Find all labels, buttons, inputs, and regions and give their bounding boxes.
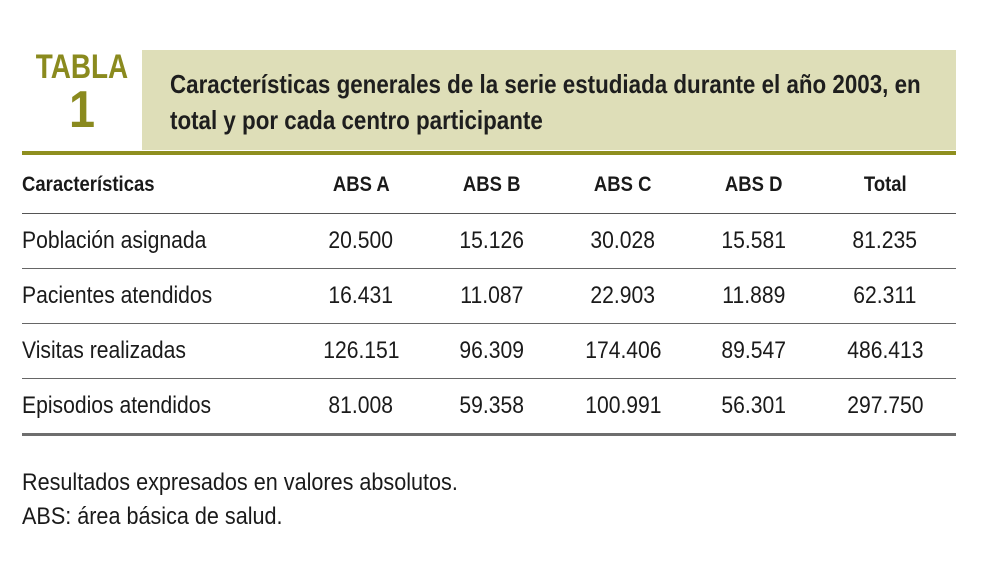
- table-cell: 486.413: [814, 324, 956, 379]
- table-cell: 62.311: [814, 269, 956, 324]
- table-title-box: [142, 50, 956, 150]
- table-cell: 11.889: [694, 269, 814, 324]
- column-header: ABS B: [432, 156, 552, 214]
- table-cell: 126.151: [290, 324, 432, 379]
- row-label: Pacientes atendidos: [22, 269, 290, 324]
- table-cell: 81.235: [814, 214, 956, 269]
- table-title: Características generales de la serie estudiada durante el año 2003, en total y por cada centro participante: [170, 69, 921, 135]
- row-label: Visitas realizadas: [22, 324, 290, 379]
- table-row: [22, 214, 956, 269]
- data-table: [22, 156, 956, 436]
- table-cell: 20.500: [290, 214, 432, 269]
- table-cell: 100.991: [552, 379, 694, 435]
- column-header: ABS C: [552, 156, 694, 214]
- table-cell: 16.431: [290, 269, 432, 324]
- table-footnotes: [22, 466, 506, 534]
- table-cell: 297.750: [814, 379, 956, 435]
- table-row: [22, 324, 956, 379]
- footnote: Resultados expresados en valores absolutos.: [22, 469, 458, 496]
- table-header: [22, 48, 956, 152]
- column-header: ABS D: [694, 156, 814, 214]
- tabla-word: TABLA: [35, 48, 129, 86]
- table-cell: 15.126: [432, 214, 552, 269]
- table-cell: 22.903: [552, 269, 694, 324]
- row-label: Episodios atendidos: [22, 379, 290, 435]
- header-rule: [22, 151, 956, 155]
- table-cell: 96.309: [432, 324, 552, 379]
- column-header: ABS A: [290, 156, 432, 214]
- column-header: Total: [814, 156, 956, 214]
- column-header: Características: [22, 156, 290, 214]
- table-cell: 59.358: [432, 379, 552, 435]
- table-cell: 30.028: [552, 214, 694, 269]
- table-cell: 89.547: [694, 324, 814, 379]
- row-label: Población asignada: [22, 214, 290, 269]
- table-cell: 56.301: [694, 379, 814, 435]
- tabla-number: 1: [68, 81, 96, 139]
- table-row: [22, 379, 956, 435]
- table-cell: 11.087: [432, 269, 552, 324]
- footnote: ABS: área básica de salud.: [22, 503, 283, 530]
- table-cell: 81.008: [290, 379, 432, 435]
- table-header-row: [22, 156, 956, 214]
- table-row: [22, 269, 956, 324]
- table-cell: 15.581: [694, 214, 814, 269]
- table-number-label: [22, 48, 142, 139]
- table-cell: 174.406: [552, 324, 694, 379]
